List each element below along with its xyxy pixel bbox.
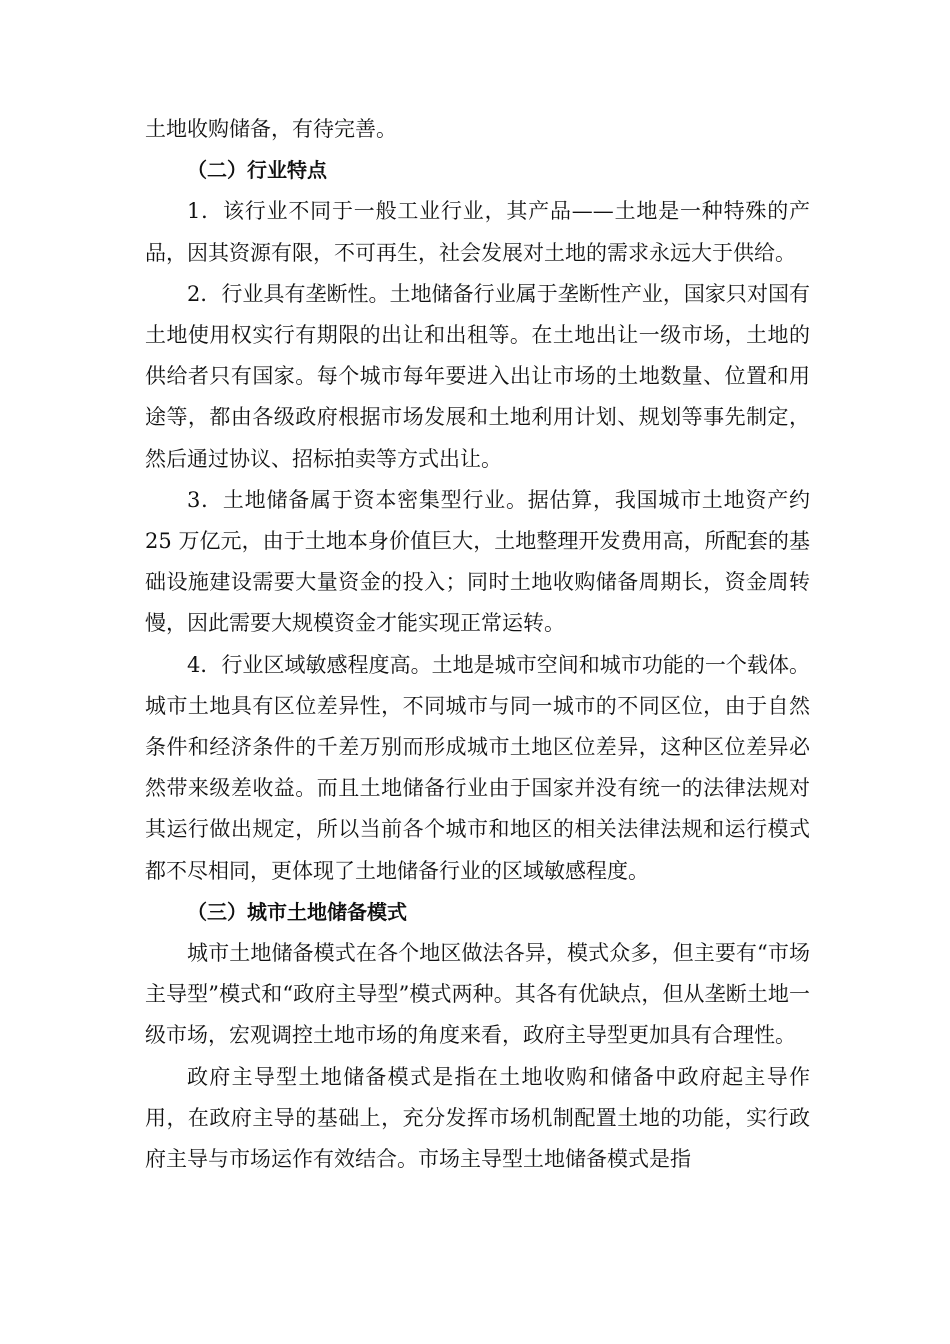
paragraph-6: 政府主导型土地储备模式是指在土地收购和储备中政府起主导作用，在政府主导的基础上，充分发挥市场机制配置土地的功能，实行政府主导与市场运作有效结合。市场主导型土地储备模式是指 — [145, 1064, 810, 1172]
paragraph-3: 3．土地储备属于资本密集型行业。据估算，我国城市土地资产约 25 万亿元，由于土地本身价值巨大，土地整理开发费用高，所配套的基础设施建设需要大量资金的投入；同时土地收购储备周期长，资金周转慢，因此需要大规模资金才能实现正常运转。 — [145, 487, 810, 636]
document-page — [145, 109, 810, 1180]
continued-paragraph: 土地收购储备，有待完善。 — [145, 117, 397, 141]
paragraph-1: 1．该行业不同于一般工业行业，其产品——土地是一种特殊的产品，因其资源有限，不可再生，社会发展对土地的需求永远大于供给。 — [145, 199, 810, 265]
paragraph-2: 2．行业具有垄断性。土地储备行业属于垄断性产业，国家只对国有土地使用权实行有期限的出让和出租等。在土地出让一级市场，土地的供给者只有国家。每个城市每年要进入出让市场的土地数量、位置和用途等，都由各级政府根据市场发展和土地利用计划、规划等事先制定，然后通过协议、招标拍卖等方式出让。 — [145, 281, 810, 471]
paragraph-4: 4．行业区域敏感程度高。土地是城市空间和城市功能的一个载体。城市土地具有区位差异性，不同城市与同一城市的不同区位，由于自然条件和经济条件的千差万别而形成城市土地区位差异，这种区位差异必然带来级差收益。而且土地储备行业由于国家并没有统一的法律法规对其运行做出规定，所以当前各个城市和地区的相关法律法规和运行模式都不尽相同，更体现了土地储备行业的区域敏感程度。 — [145, 652, 810, 883]
section-heading-industry-features: （二）行业特点 — [187, 158, 327, 183]
paragraph-5: 城市土地储备模式在各个地区做法各异，模式众多，但主要有“市场主导型”模式和“政府主导型”模式两种。其各有优缺点，但从垄断土地一级市场，宏观调控土地市场的角度来看，政府主导型更加具有合理性。 — [145, 941, 810, 1048]
section-heading-land-reserve-modes: （三）城市土地储备模式 — [187, 899, 407, 924]
